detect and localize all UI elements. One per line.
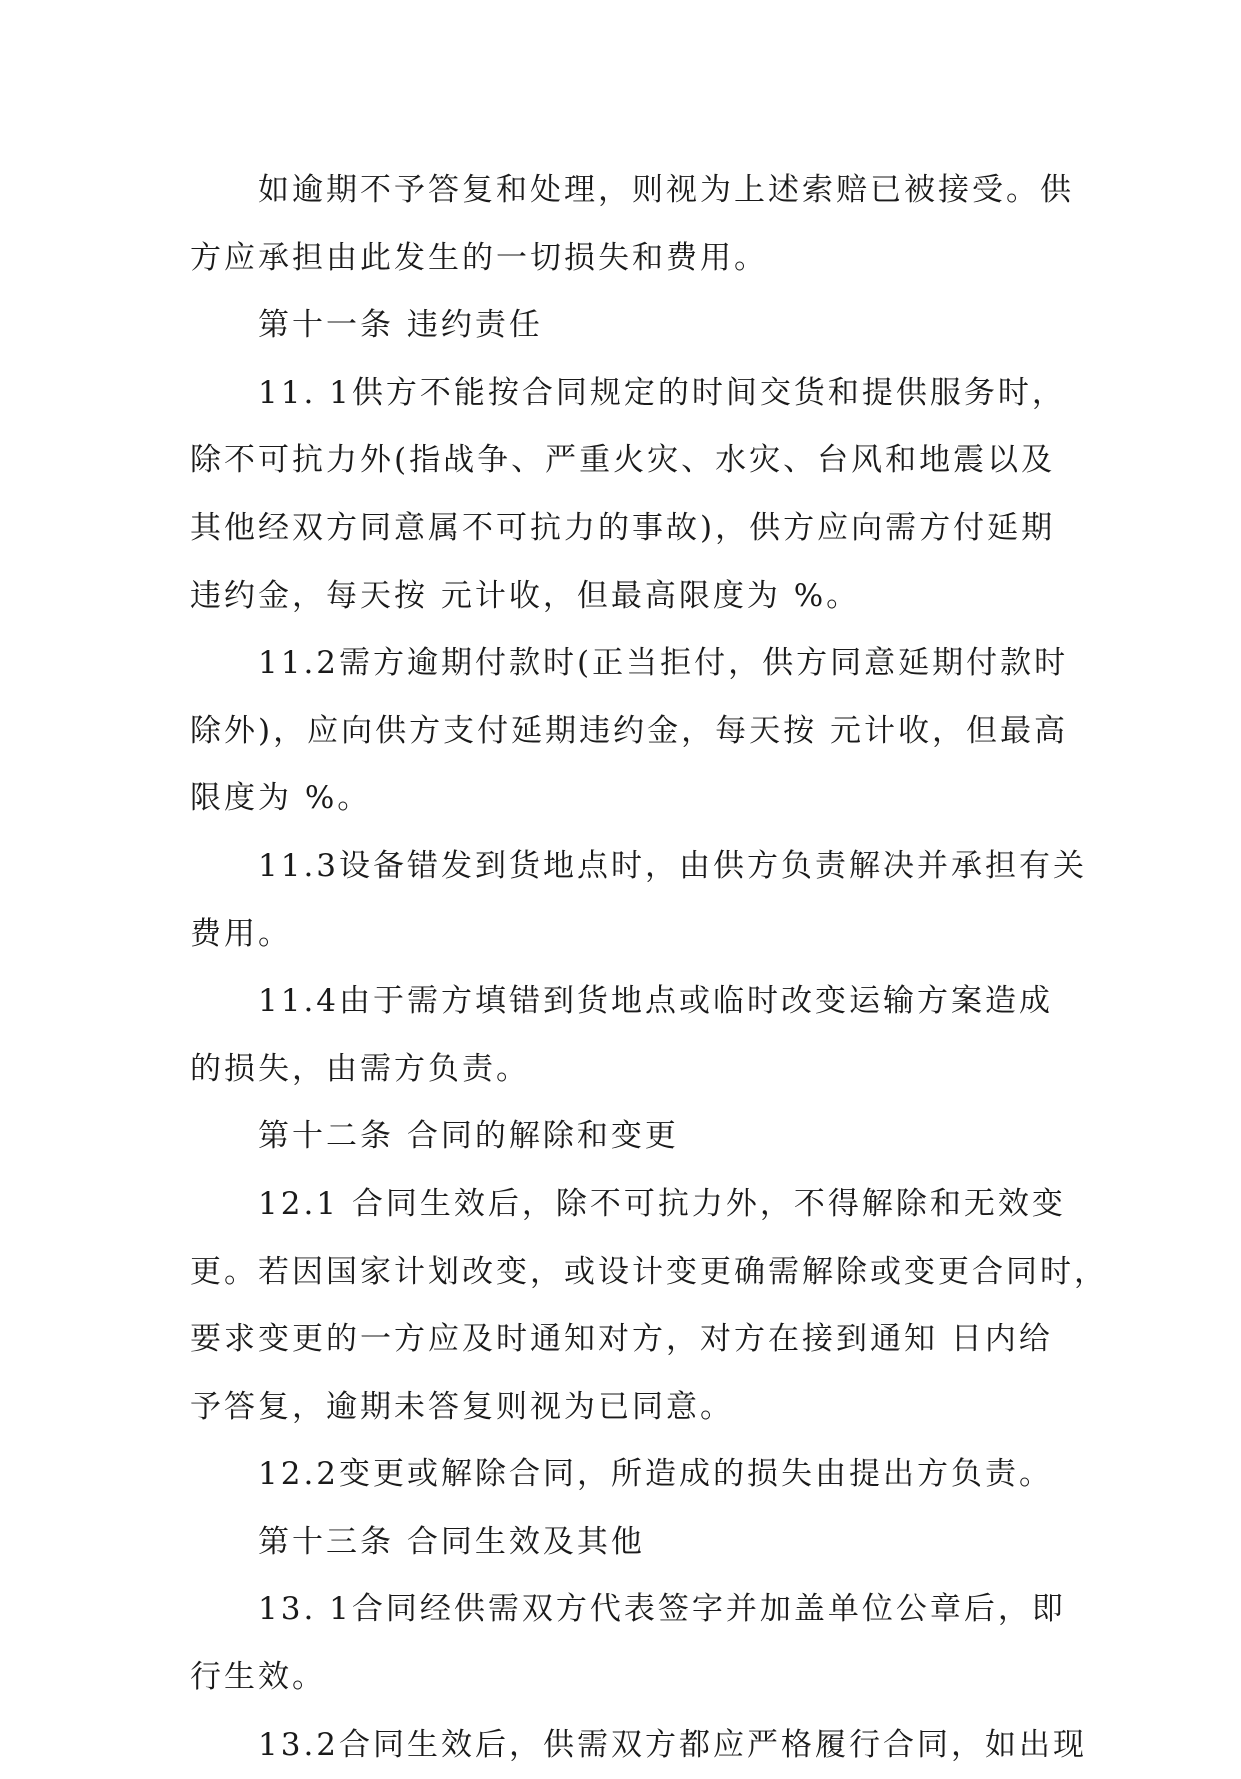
- text-line: 予答复，逾期未答复则视为已同意。: [190, 1388, 734, 1425]
- text-line: 违约金，每天按 元计收，但最高限度为 %。: [190, 577, 861, 614]
- text-line: 12.1 合同生效后，除不可抗力外，不得解除和无效变: [258, 1185, 1066, 1222]
- text-line: 要求变更的一方应及时通知对方，对方在接到通知 日内给: [190, 1321, 1053, 1358]
- text-line: 除不可抗力外(指战争、严重火灾、水灾、台风和地震以及: [190, 442, 1056, 479]
- text-line: 13. 1合同经供需双方代表签字并加盖单位公章后，即: [258, 1591, 1066, 1628]
- text-line: 的损失，由需方负责。: [190, 1050, 530, 1087]
- section-heading: 第十三条 合同生效及其他: [258, 1523, 645, 1560]
- text-line: 11.3设备错发到货地点时，由供方负责解决并承担有关: [258, 847, 1088, 884]
- text-line: 限度为 %。: [190, 780, 372, 817]
- text-line: 其他经双方同意属不可抗力的事故)，供方应向需方付延期: [190, 509, 1056, 546]
- text-line: 11.4由于需方填错到货地点或临时改变运输方案造成: [258, 983, 1054, 1020]
- section-heading: 第十一条 违约责任: [258, 307, 543, 344]
- text-line: 更。若因国家计划改变，或设计变更确需解除或变更合同时，: [190, 1253, 1108, 1290]
- section-heading: 第十二条 合同的解除和变更: [258, 1118, 679, 1155]
- text-line: 12.2变更或解除合同，所造成的损失由提出方负责。: [258, 1456, 1054, 1493]
- text-line: 行生效。: [190, 1659, 326, 1696]
- text-line: 如逾期不予答复和处理，则视为上述索赔已被接受。供: [258, 172, 1074, 208]
- text-line: 除外)，应向供方支付延期违约金，每天按 元计收，但最高: [190, 712, 1068, 749]
- text-line: 费用。: [190, 915, 292, 952]
- text-line: 11. 1供方不能按合同规定的时间交货和提供服务时，: [258, 374, 1066, 411]
- document-body: [190, 157, 1108, 1779]
- text-line: 11.2需方逾期付款时(正当拒付，供方同意延期付款时: [258, 645, 1069, 682]
- text-line: 13.2合同生效后，供需双方都应严格履行合同，如出现: [258, 1726, 1088, 1763]
- text-line: 方应承担由此发生的一切损失和费用。: [190, 239, 768, 276]
